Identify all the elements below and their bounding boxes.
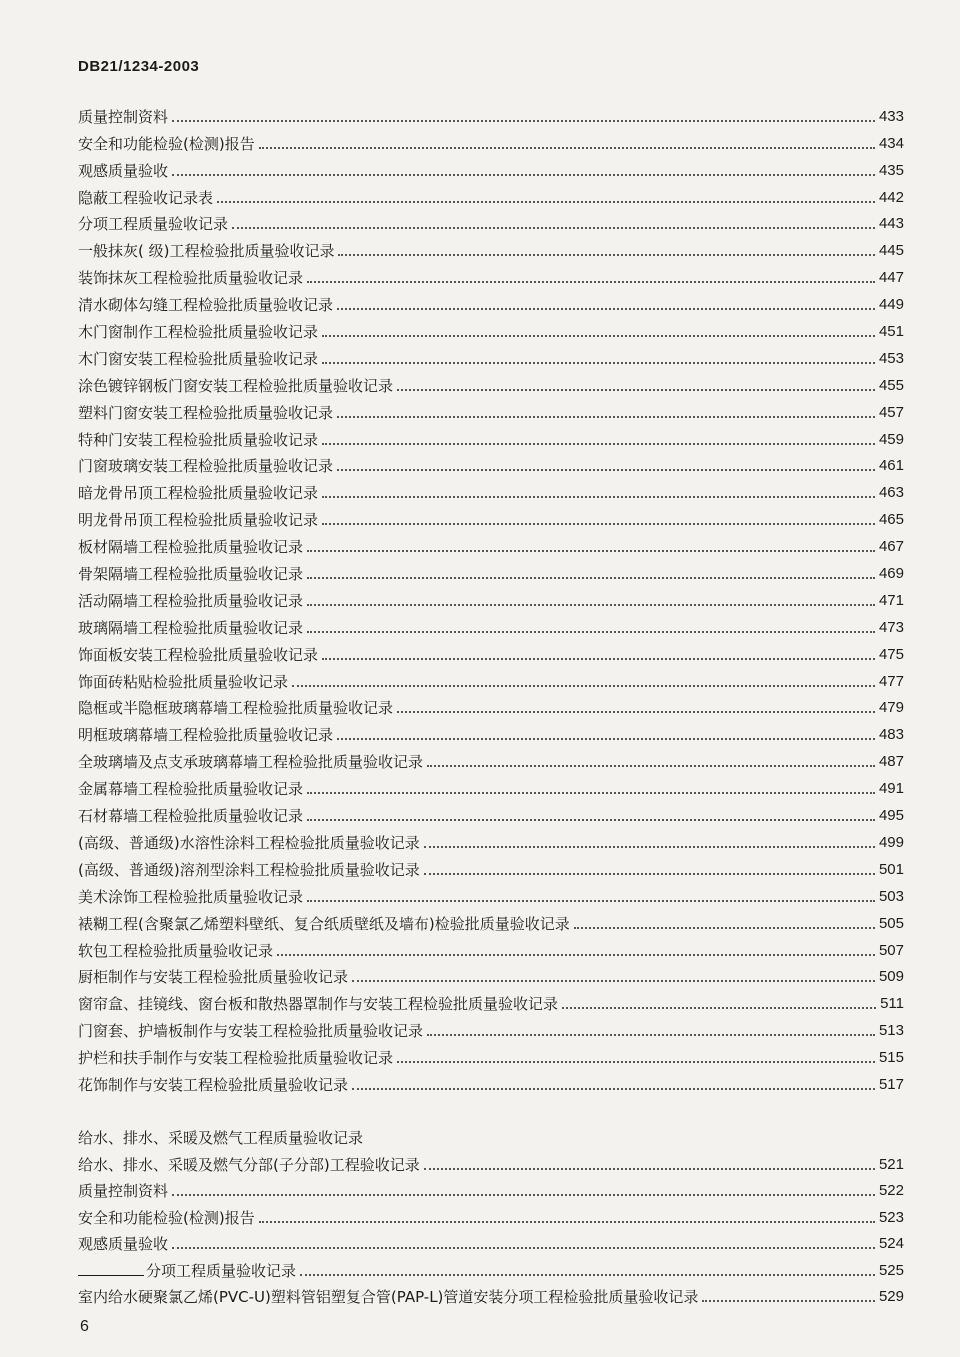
toc-entry-title-text: 木门窗安装工程检验批质量验收记录 <box>78 349 319 368</box>
toc-entry-page: 459 <box>878 430 904 448</box>
toc-entry-title <box>78 725 337 745</box>
toc-entry-page: 445 <box>878 242 904 260</box>
toc-entry-title-text: 质量控制资料 <box>78 1182 169 1200</box>
toc-entry-title <box>78 860 424 880</box>
page-number: 6 <box>80 1318 89 1335</box>
toc-entry-page: 463 <box>878 484 904 502</box>
dot-leader <box>172 1247 875 1249</box>
toc-entry[interactable] <box>78 1201 904 1228</box>
toc-entry-title <box>78 591 307 611</box>
toc-entry[interactable] <box>78 961 904 988</box>
toc-entry-page: 487 <box>878 753 904 771</box>
toc-entry-title-text: 安全和功能检验(检测)报告 <box>78 1208 255 1227</box>
toc-entry-title-text: 塑料门窗安装工程检验批质量验收记录 <box>78 403 334 422</box>
toc-entry[interactable] <box>78 611 904 638</box>
toc-entry-title <box>78 134 259 154</box>
dot-leader <box>424 873 875 875</box>
toc-entry-page: 449 <box>878 296 904 314</box>
toc-entry-title-text: 木门窗制作工程检验批质量验收记录 <box>78 323 319 342</box>
toc-entry-title-text: 金属幕墙工程检验批质量验收记录 <box>78 780 304 799</box>
dot-leader <box>307 792 875 794</box>
toc-entry-page: 457 <box>878 403 904 421</box>
dot-leader <box>307 819 875 821</box>
dot-leader <box>562 1007 876 1009</box>
toc-entry[interactable] <box>78 100 904 127</box>
toc-section-plumbing <box>78 1121 904 1307</box>
toc-entry-title <box>78 833 424 853</box>
toc-entry-title <box>78 430 322 450</box>
toc-entry[interactable] <box>78 718 904 745</box>
toc-entry-page: 517 <box>878 1075 904 1093</box>
dot-leader <box>259 147 875 149</box>
dot-leader <box>352 980 875 982</box>
toc-entry-title <box>78 1075 352 1095</box>
toc-entry[interactable] <box>78 638 904 665</box>
toc-entry-title-text: 裱糊工程(含聚氯乙烯塑料壁纸、复合纸质壁纸及墙布)检验批质量验收记录 <box>78 914 570 933</box>
toc-entry-page: 491 <box>878 780 904 798</box>
dot-leader <box>427 765 875 767</box>
dot-leader <box>300 1274 875 1276</box>
toc-entry[interactable] <box>78 584 904 611</box>
toc-entry-title <box>78 161 172 181</box>
toc-entry-title-text: 一般抹灰( 级)工程检验批质量验收记录 <box>78 242 335 261</box>
toc-entry-title-text: 玻璃隔墙工程检验批质量验收记录 <box>78 618 304 637</box>
dot-leader <box>259 1221 875 1223</box>
toc-entry[interactable] <box>78 288 904 315</box>
toc-entry-title <box>78 564 307 584</box>
dot-leader <box>397 1061 875 1063</box>
toc-entry-title-text: 清水砌体勾缝工程检验批质量验收记录 <box>78 296 334 315</box>
fill-in-blank <box>78 1261 144 1276</box>
toc-entry-page: 503 <box>878 887 904 905</box>
toc-entry-title-text: 明龙骨吊顶工程检验批质量验收记录 <box>78 511 319 530</box>
toc-entry[interactable] <box>78 1228 904 1255</box>
toc-entry-page: 477 <box>878 672 904 690</box>
toc-entry[interactable] <box>78 476 904 503</box>
dot-leader <box>322 443 875 445</box>
dot-leader <box>322 658 875 660</box>
toc-entry-title <box>78 510 322 530</box>
toc-entry-title <box>78 322 322 342</box>
toc-entry-title <box>78 779 307 799</box>
toc-entry-title-text: 石材幕墙工程检验批质量验收记录 <box>78 807 304 826</box>
toc-entry-title <box>78 698 397 718</box>
toc-entry-title-text: 门窗套、护墙板制作与安装工程检验批质量验收记录 <box>78 1022 424 1041</box>
dot-leader <box>352 1088 875 1090</box>
toc-entry[interactable] <box>78 234 904 261</box>
toc-entry[interactable] <box>78 987 904 1014</box>
toc-entry-title-text: 质量控制资料 <box>78 107 169 126</box>
toc-entry-page: 453 <box>878 349 904 367</box>
toc-entry-title-text: 明框玻璃幕墙工程检验批质量验收记录 <box>78 726 334 745</box>
toc-entry-title <box>78 349 322 369</box>
toc-entry[interactable] <box>78 342 904 369</box>
toc-entry-title <box>78 483 322 503</box>
toc-entry-page: 495 <box>878 807 904 825</box>
toc-entry[interactable] <box>78 450 904 477</box>
toc-entry-title-text: 观感质量验收 <box>78 1235 169 1253</box>
toc-entry-title <box>78 618 307 638</box>
toc-entry-title <box>78 1261 300 1281</box>
dot-leader <box>424 846 875 848</box>
toc-entry[interactable] <box>78 530 904 557</box>
dot-leader <box>172 174 875 176</box>
toc-entry[interactable] <box>78 1254 904 1281</box>
toc-entry-title <box>78 994 562 1014</box>
toc-entry-title-text: 装饰抹灰工程检验批质量验收记录 <box>78 269 304 288</box>
toc-entry[interactable] <box>78 934 904 961</box>
toc-entry-page: 507 <box>878 941 904 959</box>
toc-entry-title <box>78 241 338 261</box>
toc-entry[interactable] <box>78 208 904 235</box>
toc-entry-page: 443 <box>878 215 904 233</box>
dot-leader <box>277 954 875 956</box>
dot-leader <box>337 738 875 740</box>
toc-entry-page: 479 <box>878 699 904 717</box>
toc-entry[interactable] <box>78 826 904 853</box>
toc-entry[interactable] <box>78 1148 904 1175</box>
toc-entry[interactable] <box>78 692 904 719</box>
toc-entry-page: 529 <box>878 1288 904 1305</box>
dot-leader <box>397 389 875 391</box>
toc-entry-page: 461 <box>878 457 904 475</box>
toc-entry-title-text: (高级、普通级)水溶性涂料工程检验批质量验收记录 <box>78 833 420 852</box>
toc-entry-page: 524 <box>878 1235 904 1252</box>
toc-entry-title <box>78 456 337 476</box>
toc-entry[interactable] <box>78 1014 904 1041</box>
toc-entry-title <box>78 645 322 665</box>
toc-entry-title <box>78 806 307 826</box>
dot-leader <box>307 577 875 579</box>
dot-leader <box>172 120 875 122</box>
toc-entry-page: 499 <box>878 833 904 851</box>
toc-entry-page: 511 <box>880 995 904 1013</box>
toc-entry[interactable] <box>78 1041 904 1068</box>
toc-entry-title <box>78 376 397 396</box>
toc-entry-title-text: 隐蔽工程验收记录表 <box>78 188 214 207</box>
toc-entry-title-text: 软包工程检验批质量验收记录 <box>78 941 274 960</box>
toc-entry-title-text: 隐框或半隐框玻璃幕墙工程检验批质量验收记录 <box>78 699 394 718</box>
toc-entry[interactable] <box>78 503 904 530</box>
dot-leader <box>292 685 875 687</box>
toc-entry-title <box>78 268 307 288</box>
toc-entry-title-text: 美术涂饰工程检验批质量验收记录 <box>78 887 304 906</box>
dot-leader <box>307 550 875 552</box>
toc-entry-title-text: 分项工程质量验收记录 <box>146 1261 297 1280</box>
dot-leader <box>172 1194 875 1196</box>
toc-entry-title <box>78 672 292 692</box>
toc-entry-page: 442 <box>878 188 904 206</box>
toc-entry[interactable] <box>78 1175 904 1202</box>
toc-entry-page: 467 <box>878 538 904 556</box>
toc-entry[interactable] <box>78 799 904 826</box>
toc-entry-page: 525 <box>878 1261 904 1279</box>
dot-leader <box>307 631 875 633</box>
dot-leader <box>322 335 875 337</box>
toc-entry-title <box>78 1155 424 1175</box>
toc-entry[interactable] <box>78 315 904 342</box>
toc-entry[interactable] <box>78 745 904 772</box>
toc-entry-title <box>78 1208 259 1228</box>
dot-leader <box>338 254 874 256</box>
toc-entry[interactable] <box>78 1068 904 1095</box>
toc-entry[interactable] <box>78 261 904 288</box>
toc-entry-page: 475 <box>878 645 904 663</box>
toc-entry[interactable] <box>78 423 904 450</box>
toc-entry-title <box>78 1181 172 1201</box>
toc-entry-title-text: 分项工程质量验收记录 <box>78 215 229 234</box>
toc-entry-page: 447 <box>878 269 904 287</box>
toc-entry[interactable] <box>78 907 904 934</box>
toc-entry-page: 434 <box>878 134 904 152</box>
toc-entry-title-text: 骨架隔墙工程检验批质量验收记录 <box>78 565 304 584</box>
toc-entry[interactable] <box>78 772 904 799</box>
toc-entry-title <box>78 403 337 423</box>
dot-leader <box>337 469 875 471</box>
toc-entry-title-text: 涂色镀锌钢板门窗安装工程检验批质量验收记录 <box>78 376 394 395</box>
toc-entry-page: 451 <box>878 323 904 341</box>
toc-entry-page: 469 <box>878 565 904 583</box>
dot-leader <box>307 281 875 283</box>
toc-entry[interactable] <box>78 880 904 907</box>
toc-entry-title <box>78 752 427 772</box>
dot-leader <box>322 496 875 498</box>
toc-entry-title-text: 饰面砖粘贴检验批质量验收记录 <box>78 672 289 691</box>
toc-entry-page: 471 <box>878 591 904 609</box>
toc-entry-title-text: 全玻璃墙及点支承玻璃幕墙工程检验批质量验收记录 <box>78 753 424 772</box>
toc-entry-page: 501 <box>878 860 904 878</box>
dot-leader <box>397 711 875 713</box>
toc-entry-page: 515 <box>878 1049 904 1067</box>
toc-entry-title-text: 安全和功能检验(检测)报告 <box>78 134 255 153</box>
toc-entry-page: 522 <box>878 1182 904 1199</box>
toc-entry-title <box>78 941 277 961</box>
toc-entry-title <box>78 887 307 907</box>
dot-leader <box>232 227 875 229</box>
toc-entry-title-text: 饰面板安装工程检验批质量验收记录 <box>78 645 319 664</box>
toc-entry-title <box>78 1021 427 1041</box>
toc-entry[interactable] <box>78 181 904 208</box>
section-heading: 给水、排水、采暖及燃气工程质量验收记录 <box>78 1129 364 1147</box>
toc-entry[interactable] <box>78 154 904 181</box>
toc-entry-title <box>78 1048 397 1068</box>
toc-entry-title <box>78 1234 172 1254</box>
toc-entry-title-text: 门窗玻璃安装工程检验批质量验收记录 <box>78 457 334 476</box>
toc-entry-page: 513 <box>878 1022 904 1040</box>
toc-entry[interactable] <box>78 396 904 423</box>
toc-entry-title-text: 护栏和扶手制作与安装工程检验批质量验收记录 <box>78 1049 394 1068</box>
toc-section-decoration <box>78 100 904 1095</box>
toc-entry-title <box>78 914 574 934</box>
dot-leader <box>322 523 875 525</box>
toc-entry-title <box>78 967 352 987</box>
dot-leader <box>307 604 875 606</box>
toc-entry-page: 483 <box>878 726 904 744</box>
toc-entry-title-text: 暗龙骨吊顶工程检验批质量验收记录 <box>78 484 319 503</box>
toc-entry-title-text: 窗帘盒、挂镜线、窗台板和散热器罩制作与安装工程检验批质量验收记录 <box>78 995 559 1014</box>
toc-entry[interactable] <box>78 557 904 584</box>
toc-entry-page: 523 <box>878 1208 904 1226</box>
toc-entry-page: 509 <box>878 968 904 986</box>
toc-entry-page: 433 <box>878 107 904 125</box>
toc-entry[interactable] <box>78 1281 904 1308</box>
dot-leader <box>217 201 875 203</box>
dot-leader <box>424 1168 875 1170</box>
toc-entry[interactable] <box>78 853 904 880</box>
toc-entry[interactable] <box>78 127 904 154</box>
toc-entry-title-text: 板材隔墙工程检验批质量验收记录 <box>78 538 304 557</box>
toc-entry-page: 521 <box>878 1155 904 1173</box>
toc-entry-page: 473 <box>878 618 904 636</box>
toc-entry[interactable] <box>78 665 904 692</box>
document-code: DB21/1234-2003 <box>78 58 200 75</box>
dot-leader <box>307 900 875 902</box>
dot-leader <box>574 927 875 929</box>
toc-entry-title-text: 给水、排水、采暖及燃气分部(子分部)工程验收记录 <box>78 1155 420 1174</box>
toc-entry-title-text: 观感质量验收 <box>78 161 169 180</box>
dot-leader <box>322 362 875 364</box>
toc-entry-title <box>78 214 232 234</box>
toc-entry-page: 435 <box>878 161 904 179</box>
toc-entry-title-text: (高级、普通级)溶剂型涂料工程检验批质量验收记录 <box>78 860 420 879</box>
toc-entry-title-text: 室内给水硬聚氯乙烯(PVC-U)塑料管铝塑复合管(PAP-L)管道安装分项工程检验批质量验收记录 <box>78 1288 699 1306</box>
toc-entry-title <box>78 295 337 315</box>
toc-entry-title-text: 活动隔墙工程检验批质量验收记录 <box>78 591 304 610</box>
toc-entry-title <box>78 188 217 208</box>
toc-entry-title <box>78 107 172 127</box>
toc-entry-title <box>78 537 307 557</box>
toc-entry-title <box>78 1287 702 1307</box>
toc-entry-page: 505 <box>878 914 904 932</box>
toc-entry-page: 465 <box>878 511 904 529</box>
toc-entry-title-text: 特种门安装工程检验批质量验收记录 <box>78 430 319 449</box>
toc-entry-title-text: 花饰制作与安装工程检验批质量验收记录 <box>78 1075 349 1094</box>
dot-leader <box>337 308 875 310</box>
dot-leader <box>427 1034 875 1036</box>
toc-entry-title-text: 厨柜制作与安装工程检验批质量验收记录 <box>78 968 349 987</box>
toc-entry-page: 455 <box>878 376 904 394</box>
toc-entry[interactable] <box>78 369 904 396</box>
dot-leader <box>702 1300 875 1302</box>
dot-leader <box>337 416 875 418</box>
